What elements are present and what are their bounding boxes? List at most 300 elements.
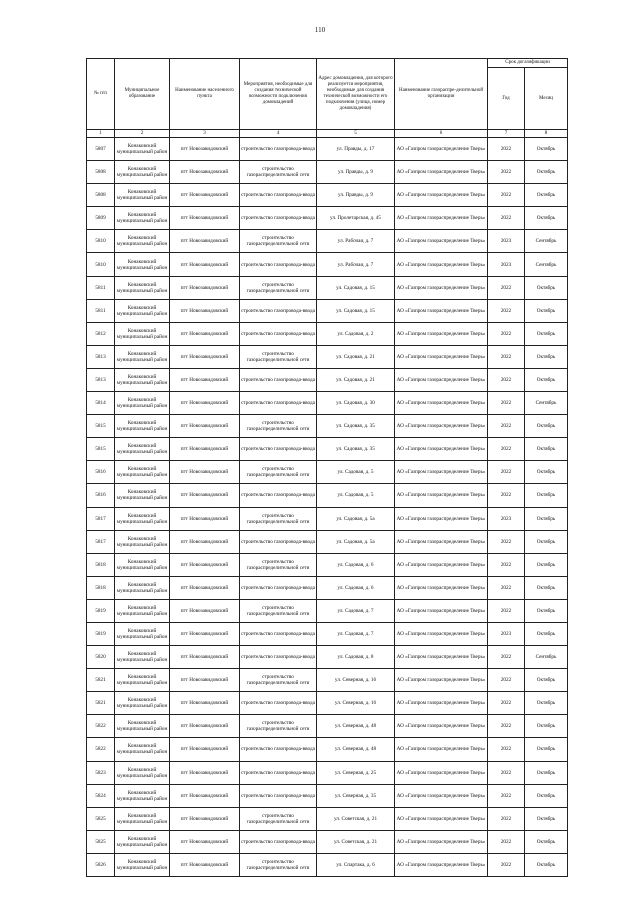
- measure-cell: строительство газопровода-ввода: [240, 299, 317, 322]
- row-number: 5826: [87, 853, 115, 876]
- settlement-cell: пгт Новозавидовский: [170, 715, 240, 738]
- address-cell: ул. Садовая, д. 7: [317, 622, 395, 645]
- month-cell: Октябрь: [525, 345, 568, 368]
- measure-cell: строительство газораспределительной сети: [240, 807, 317, 830]
- table-row: [87, 138, 568, 161]
- year-cell: 2022: [488, 461, 525, 484]
- municipality-cell: Конаковский муниципальный район: [115, 161, 170, 184]
- municipality-cell: Конаковский муниципальный район: [115, 530, 170, 553]
- address-cell: ул. Садовая, д. 5: [317, 461, 395, 484]
- settlement-cell: пгт Новозавидовский: [170, 253, 240, 276]
- municipality-cell: Конаковский муниципальный район: [115, 646, 170, 669]
- table-row: [87, 530, 568, 553]
- municipality-cell: Конаковский муниципальный район: [115, 276, 170, 299]
- municipality-cell: Конаковский муниципальный район: [115, 368, 170, 391]
- settlement-cell: пгт Новозавидовский: [170, 507, 240, 530]
- measure-cell: строительство газораспределительной сети: [240, 599, 317, 622]
- measure-cell: строительство газопровода-ввода: [240, 207, 317, 230]
- settlement-cell: пгт Новозавидовский: [170, 161, 240, 184]
- month-cell: Октябрь: [525, 438, 568, 461]
- measure-cell: строительство газопровода-ввода: [240, 530, 317, 553]
- month-cell: Октябрь: [525, 484, 568, 507]
- column-number: 4: [240, 130, 317, 138]
- organization-cell: АО «Газпром газораспределение Тверь»: [395, 830, 488, 853]
- year-cell: 2022: [488, 138, 525, 161]
- month-cell: Октябрь: [525, 276, 568, 299]
- organization-cell: АО «Газпром газораспределение Тверь»: [395, 461, 488, 484]
- address-cell: ул. Садовая, д. 5а: [317, 507, 395, 530]
- year-cell: 2022: [488, 576, 525, 599]
- measure-cell: строительство газораспределительной сети: [240, 230, 317, 253]
- organization-cell: АО «Газпром газораспределение Тверь»: [395, 669, 488, 692]
- municipality-cell: Конаковский муниципальный район: [115, 415, 170, 438]
- row-number: 5808: [87, 184, 115, 207]
- month-cell: Октябрь: [525, 553, 568, 576]
- organization-cell: АО «Газпром газораспределение Тверь»: [395, 299, 488, 322]
- organization-cell: АО «Газпром газораспределение Тверь»: [395, 368, 488, 391]
- header-column-numbers: [87, 130, 568, 138]
- row-number: 5821: [87, 669, 115, 692]
- address-cell: ул. Северная, д. 48: [317, 715, 395, 738]
- year-cell: 2022: [488, 830, 525, 853]
- row-number: 5815: [87, 438, 115, 461]
- row-number: 5811: [87, 299, 115, 322]
- year-cell: 2022: [488, 646, 525, 669]
- measure-cell: строительство газопровода-ввода: [240, 184, 317, 207]
- municipality-cell: Конаковский муниципальный район: [115, 184, 170, 207]
- measure-cell: строительство газопровода-ввода: [240, 761, 317, 784]
- header-deadline: Срок догазификации: [488, 59, 568, 68]
- year-cell: 2022: [488, 692, 525, 715]
- table-row: [87, 784, 568, 807]
- month-cell: Октябрь: [525, 784, 568, 807]
- organization-cell: АО «Газпром газораспределение Тверь»: [395, 276, 488, 299]
- table-row: [87, 715, 568, 738]
- measure-cell: строительство газораспределительной сети: [240, 415, 317, 438]
- measure-cell: строительство газораспределительной сети: [240, 715, 317, 738]
- table-row: [87, 553, 568, 576]
- table-row: [87, 299, 568, 322]
- organization-cell: АО «Газпром газораспределение Тверь»: [395, 161, 488, 184]
- municipality-cell: Конаковский муниципальный район: [115, 230, 170, 253]
- organization-cell: АО «Газпром газораспределение Тверь»: [395, 692, 488, 715]
- measure-cell: строительство газораспределительной сети: [240, 853, 317, 876]
- municipality-cell: Конаковский муниципальный район: [115, 138, 170, 161]
- measure-cell: строительство газопровода-ввода: [240, 253, 317, 276]
- year-cell: 2022: [488, 484, 525, 507]
- year-cell: 2022: [488, 392, 525, 415]
- organization-cell: АО «Газпром газораспределение Тверь»: [395, 553, 488, 576]
- organization-cell: АО «Газпром газораспределение Тверь»: [395, 207, 488, 230]
- month-cell: Октябрь: [525, 207, 568, 230]
- settlement-cell: пгт Новозавидовский: [170, 853, 240, 876]
- row-number: 5814: [87, 392, 115, 415]
- column-number: 8: [525, 130, 568, 138]
- measure-cell: строительство газопровода-ввода: [240, 646, 317, 669]
- row-number: 5821: [87, 692, 115, 715]
- month-cell: Сентябрь: [525, 230, 568, 253]
- month-cell: Октябрь: [525, 368, 568, 391]
- settlement-cell: пгт Новозавидовский: [170, 738, 240, 761]
- settlement-cell: пгт Новозавидовский: [170, 692, 240, 715]
- settlement-cell: пгт Новозавидовский: [170, 230, 240, 253]
- organization-cell: АО «Газпром газораспределение Тверь»: [395, 738, 488, 761]
- organization-cell: АО «Газпром газораспределение Тверь»: [395, 322, 488, 345]
- table-row: [87, 738, 568, 761]
- column-number: 2: [115, 130, 170, 138]
- gasification-table: [86, 58, 568, 877]
- settlement-cell: пгт Новозавидовский: [170, 461, 240, 484]
- municipality-cell: Конаковский муниципальный район: [115, 692, 170, 715]
- measure-cell: строительство газопровода-ввода: [240, 738, 317, 761]
- header-measures: Мероприятия, необходимые для создания технической возможности подключения домовладений: [240, 59, 317, 130]
- row-number: 5819: [87, 622, 115, 645]
- row-number: 5812: [87, 322, 115, 345]
- month-cell: Сентябрь: [525, 253, 568, 276]
- row-number: 5817: [87, 507, 115, 530]
- municipality-cell: Конаковский муниципальный район: [115, 761, 170, 784]
- organization-cell: АО «Газпром газораспределение Тверь»: [395, 345, 488, 368]
- column-number: 1: [87, 130, 115, 138]
- table-row: [87, 646, 568, 669]
- year-cell: 2022: [488, 853, 525, 876]
- header-address: Адрес домовладения, для которого реализуется мероприятия, необходимые для создания технической возможности его подключения (улица, номер домовладения): [317, 59, 395, 130]
- measure-cell: строительство газопровода-ввода: [240, 622, 317, 645]
- table-body: [87, 138, 568, 877]
- month-cell: Сентябрь: [525, 392, 568, 415]
- month-cell: Октябрь: [525, 830, 568, 853]
- year-cell: 2022: [488, 553, 525, 576]
- measure-cell: строительство газопровода-ввода: [240, 692, 317, 715]
- measure-cell: строительство газопровода-ввода: [240, 830, 317, 853]
- row-number: 5818: [87, 576, 115, 599]
- address-cell: ул. Садовая, д. 30: [317, 392, 395, 415]
- month-cell: Октябрь: [525, 807, 568, 830]
- settlement-cell: пгт Новозавидовский: [170, 761, 240, 784]
- table-row: [87, 807, 568, 830]
- column-number: 7: [488, 130, 525, 138]
- measure-cell: строительство газопровода-ввода: [240, 484, 317, 507]
- organization-cell: АО «Газпром газораспределение Тверь»: [395, 184, 488, 207]
- organization-cell: АО «Газпром газораспределение Тверь»: [395, 715, 488, 738]
- row-number: 5815: [87, 415, 115, 438]
- address-cell: ул. Северная, д. 25: [317, 761, 395, 784]
- organization-cell: АО «Газпром газораспределение Тверь»: [395, 784, 488, 807]
- organization-cell: АО «Газпром газораспределение Тверь»: [395, 807, 488, 830]
- settlement-cell: пгт Новозавидовский: [170, 276, 240, 299]
- settlement-cell: пгт Новозавидовский: [170, 392, 240, 415]
- row-number: 5816: [87, 484, 115, 507]
- year-cell: 2022: [488, 807, 525, 830]
- address-cell: ул. Пролетарская, д. 45: [317, 207, 395, 230]
- row-number: 5809: [87, 207, 115, 230]
- organization-cell: АО «Газпром газораспределение Тверь»: [395, 253, 488, 276]
- settlement-cell: пгт Новозавидовский: [170, 784, 240, 807]
- year-cell: 2022: [488, 184, 525, 207]
- measure-cell: строительство газопровода-ввода: [240, 576, 317, 599]
- settlement-cell: пгт Новозавидовский: [170, 553, 240, 576]
- address-cell: ул. Северная, д. 16: [317, 692, 395, 715]
- address-cell: ул. Садовая, д. 15: [317, 276, 395, 299]
- municipality-cell: Конаковский муниципальный район: [115, 322, 170, 345]
- settlement-cell: пгт Новозавидовский: [170, 138, 240, 161]
- organization-cell: АО «Газпром газораспределение Тверь»: [395, 853, 488, 876]
- month-cell: Октябрь: [525, 715, 568, 738]
- municipality-cell: Конаковский муниципальный район: [115, 738, 170, 761]
- municipality-cell: Конаковский муниципальный район: [115, 207, 170, 230]
- table-row: [87, 507, 568, 530]
- page-number: 110: [314, 26, 326, 34]
- header-year: Год: [488, 68, 525, 130]
- year-cell: 2022: [488, 738, 525, 761]
- settlement-cell: пгт Новозавидовский: [170, 830, 240, 853]
- year-cell: 2022: [488, 438, 525, 461]
- municipality-cell: Конаковский муниципальный район: [115, 576, 170, 599]
- municipality-cell: Конаковский муниципальный район: [115, 622, 170, 645]
- organization-cell: АО «Газпром газораспределение Тверь»: [395, 646, 488, 669]
- column-number: 3: [170, 130, 240, 138]
- table-header: [87, 59, 568, 138]
- address-cell: ул. Рабочая, д. 7: [317, 230, 395, 253]
- row-number: 5810: [87, 230, 115, 253]
- table-row: [87, 599, 568, 622]
- year-cell: 2022: [488, 207, 525, 230]
- address-cell: ул. Садовая, д. 6: [317, 576, 395, 599]
- settlement-cell: пгт Новозавидовский: [170, 669, 240, 692]
- measure-cell: строительство газораспределительной сети: [240, 507, 317, 530]
- measure-cell: строительство газораспределительной сети: [240, 161, 317, 184]
- settlement-cell: пгт Новозавидовский: [170, 184, 240, 207]
- address-cell: ул. Садовая, д. 15: [317, 299, 395, 322]
- settlement-cell: пгт Новозавидовский: [170, 368, 240, 391]
- row-number: 5810: [87, 253, 115, 276]
- settlement-cell: пгт Новозавидовский: [170, 207, 240, 230]
- month-cell: Октябрь: [525, 576, 568, 599]
- table-row: [87, 230, 568, 253]
- month-cell: Октябрь: [525, 184, 568, 207]
- table-row: [87, 461, 568, 484]
- month-cell: Октябрь: [525, 599, 568, 622]
- row-number: 5818: [87, 553, 115, 576]
- row-number: 5825: [87, 807, 115, 830]
- municipality-cell: Конаковский муниципальный район: [115, 438, 170, 461]
- month-cell: Октябрь: [525, 322, 568, 345]
- table-row: [87, 438, 568, 461]
- address-cell: ул. Садовая, д. 5а: [317, 530, 395, 553]
- address-cell: ул. Садовая, д. 5: [317, 484, 395, 507]
- settlement-cell: пгт Новозавидовский: [170, 530, 240, 553]
- address-cell: ул. Садовая, д. 21: [317, 345, 395, 368]
- month-cell: Октябрь: [525, 507, 568, 530]
- row-number: 5820: [87, 646, 115, 669]
- month-cell: Октябрь: [525, 299, 568, 322]
- month-cell: Октябрь: [525, 622, 568, 645]
- month-cell: Октябрь: [525, 138, 568, 161]
- month-cell: Октябрь: [525, 738, 568, 761]
- row-number: 5811: [87, 276, 115, 299]
- settlement-cell: пгт Новозавидовский: [170, 807, 240, 830]
- municipality-cell: Конаковский муниципальный район: [115, 507, 170, 530]
- row-number: 5817: [87, 530, 115, 553]
- organization-cell: АО «Газпром газораспределение Тверь»: [395, 761, 488, 784]
- row-number: 5824: [87, 784, 115, 807]
- address-cell: ул. Правды, д. 9: [317, 184, 395, 207]
- table-row: [87, 415, 568, 438]
- year-cell: 2022: [488, 761, 525, 784]
- year-cell: 2022: [488, 669, 525, 692]
- month-cell: Октябрь: [525, 692, 568, 715]
- table-row: [87, 161, 568, 184]
- settlement-cell: пгт Новозавидовский: [170, 299, 240, 322]
- row-number: 5819: [87, 599, 115, 622]
- table-row: [87, 184, 568, 207]
- row-number: 5823: [87, 761, 115, 784]
- municipality-cell: Конаковский муниципальный район: [115, 830, 170, 853]
- measure-cell: строительство газораспределительной сети: [240, 461, 317, 484]
- year-cell: 2022: [488, 276, 525, 299]
- column-number: 6: [395, 130, 488, 138]
- organization-cell: АО «Газпром газораспределение Тверь»: [395, 599, 488, 622]
- table-row: [87, 276, 568, 299]
- year-cell: 2023: [488, 622, 525, 645]
- column-number: 5: [317, 130, 395, 138]
- municipality-cell: Конаковский муниципальный район: [115, 345, 170, 368]
- year-cell: 2023: [488, 507, 525, 530]
- address-cell: ул. Советская, д. 21: [317, 807, 395, 830]
- year-cell: 2022: [488, 299, 525, 322]
- settlement-cell: пгт Новозавидовский: [170, 322, 240, 345]
- organization-cell: АО «Газпром газораспределение Тверь»: [395, 530, 488, 553]
- address-cell: ул. Садовая, д. 7: [317, 599, 395, 622]
- organization-cell: АО «Газпром газораспределение Тверь»: [395, 138, 488, 161]
- address-cell: ул. Рабочая, д. 7: [317, 253, 395, 276]
- address-cell: ул. Правды, д. 17: [317, 138, 395, 161]
- year-cell: 2022: [488, 161, 525, 184]
- address-cell: ул. Советская, д. 21: [317, 830, 395, 853]
- table-row: [87, 669, 568, 692]
- settlement-cell: пгт Новозавидовский: [170, 599, 240, 622]
- row-number: 5816: [87, 461, 115, 484]
- measure-cell: строительство газопровода-ввода: [240, 392, 317, 415]
- municipality-cell: Конаковский муниципальный район: [115, 807, 170, 830]
- organization-cell: АО «Газпром газораспределение Тверь»: [395, 438, 488, 461]
- municipality-cell: Конаковский муниципальный район: [115, 299, 170, 322]
- month-cell: Октябрь: [525, 669, 568, 692]
- measure-cell: строительство газопровода-ввода: [240, 784, 317, 807]
- month-cell: Октябрь: [525, 761, 568, 784]
- measure-cell: строительство газопровода-ввода: [240, 138, 317, 161]
- header-municipality: Муниципальное образование: [115, 59, 170, 130]
- month-cell: Октябрь: [525, 530, 568, 553]
- table-row: [87, 322, 568, 345]
- address-cell: ул. Северная, д. 16: [317, 669, 395, 692]
- address-cell: ул. Северная, д. 35: [317, 784, 395, 807]
- month-cell: Октябрь: [525, 461, 568, 484]
- organization-cell: АО «Газпром газораспределение Тверь»: [395, 622, 488, 645]
- row-number: 5813: [87, 368, 115, 391]
- address-cell: ул. Северная, д. 48: [317, 738, 395, 761]
- month-cell: Октябрь: [525, 161, 568, 184]
- year-cell: 2023: [488, 230, 525, 253]
- organization-cell: АО «Газпром газораспределение Тверь»: [395, 576, 488, 599]
- settlement-cell: пгт Новозавидовский: [170, 646, 240, 669]
- settlement-cell: пгт Новозавидовский: [170, 484, 240, 507]
- year-cell: 2022: [488, 784, 525, 807]
- month-cell: Октябрь: [525, 853, 568, 876]
- table-row: [87, 853, 568, 876]
- address-cell: ул. Спартака, д. 6: [317, 853, 395, 876]
- address-cell: ул. Садовая, д. 35: [317, 438, 395, 461]
- settlement-cell: пгт Новозавидовский: [170, 622, 240, 645]
- address-cell: ул. Садовая, д. 21: [317, 368, 395, 391]
- municipality-cell: Конаковский муниципальный район: [115, 484, 170, 507]
- municipality-cell: Конаковский муниципальный район: [115, 253, 170, 276]
- year-cell: 2022: [488, 345, 525, 368]
- row-number: 5825: [87, 830, 115, 853]
- settlement-cell: пгт Новозавидовский: [170, 415, 240, 438]
- row-number: 5813: [87, 345, 115, 368]
- organization-cell: АО «Газпром газораспределение Тверь»: [395, 507, 488, 530]
- address-cell: ул. Садовая, д. 8: [317, 646, 395, 669]
- year-cell: 2023: [488, 253, 525, 276]
- measure-cell: строительство газопровода-ввода: [240, 438, 317, 461]
- municipality-cell: Конаковский муниципальный район: [115, 392, 170, 415]
- measure-cell: строительство газопровода-ввода: [240, 322, 317, 345]
- municipality-cell: Конаковский муниципальный район: [115, 599, 170, 622]
- municipality-cell: Конаковский муниципальный район: [115, 784, 170, 807]
- organization-cell: АО «Газпром газораспределение Тверь»: [395, 392, 488, 415]
- month-cell: Сентябрь: [525, 646, 568, 669]
- row-number: 5822: [87, 738, 115, 761]
- measure-cell: строительство газораспределительной сети: [240, 669, 317, 692]
- year-cell: 2022: [488, 368, 525, 391]
- municipality-cell: Конаковский муниципальный район: [115, 715, 170, 738]
- row-number: 5808: [87, 161, 115, 184]
- organization-cell: АО «Газпром газораспределение Тверь»: [395, 415, 488, 438]
- header-organization: Наименование газораспре-делительной организации: [395, 59, 488, 130]
- settlement-cell: пгт Новозавидовский: [170, 438, 240, 461]
- row-number: 5807: [87, 138, 115, 161]
- municipality-cell: Конаковский муниципальный район: [115, 553, 170, 576]
- address-cell: ул. Садовая, д. 2: [317, 322, 395, 345]
- table-row: [87, 368, 568, 391]
- organization-cell: АО «Газпром газораспределение Тверь»: [395, 230, 488, 253]
- header-settlement: Наименование населенного пункта: [170, 59, 240, 130]
- header-month: Месяц: [525, 68, 568, 130]
- year-cell: 2022: [488, 715, 525, 738]
- municipality-cell: Конаковский муниципальный район: [115, 669, 170, 692]
- municipality-cell: Конаковский муниципальный район: [115, 461, 170, 484]
- month-cell: Октябрь: [525, 415, 568, 438]
- header-num: № п/п: [87, 59, 115, 130]
- year-cell: 2022: [488, 415, 525, 438]
- address-cell: ул. Садовая, д. 35: [317, 415, 395, 438]
- table-row: [87, 484, 568, 507]
- address-cell: ул. Правды, д. 9: [317, 161, 395, 184]
- year-cell: 2022: [488, 599, 525, 622]
- settlement-cell: пгт Новозавидовский: [170, 576, 240, 599]
- table-row: [87, 345, 568, 368]
- table-row: [87, 830, 568, 853]
- table-row: [87, 692, 568, 715]
- measure-cell: строительство газораспределительной сети: [240, 276, 317, 299]
- measure-cell: строительство газораспределительной сети: [240, 553, 317, 576]
- year-cell: 2022: [488, 530, 525, 553]
- table-row: [87, 253, 568, 276]
- table-row: [87, 207, 568, 230]
- year-cell: 2022: [488, 322, 525, 345]
- table-row: [87, 576, 568, 599]
